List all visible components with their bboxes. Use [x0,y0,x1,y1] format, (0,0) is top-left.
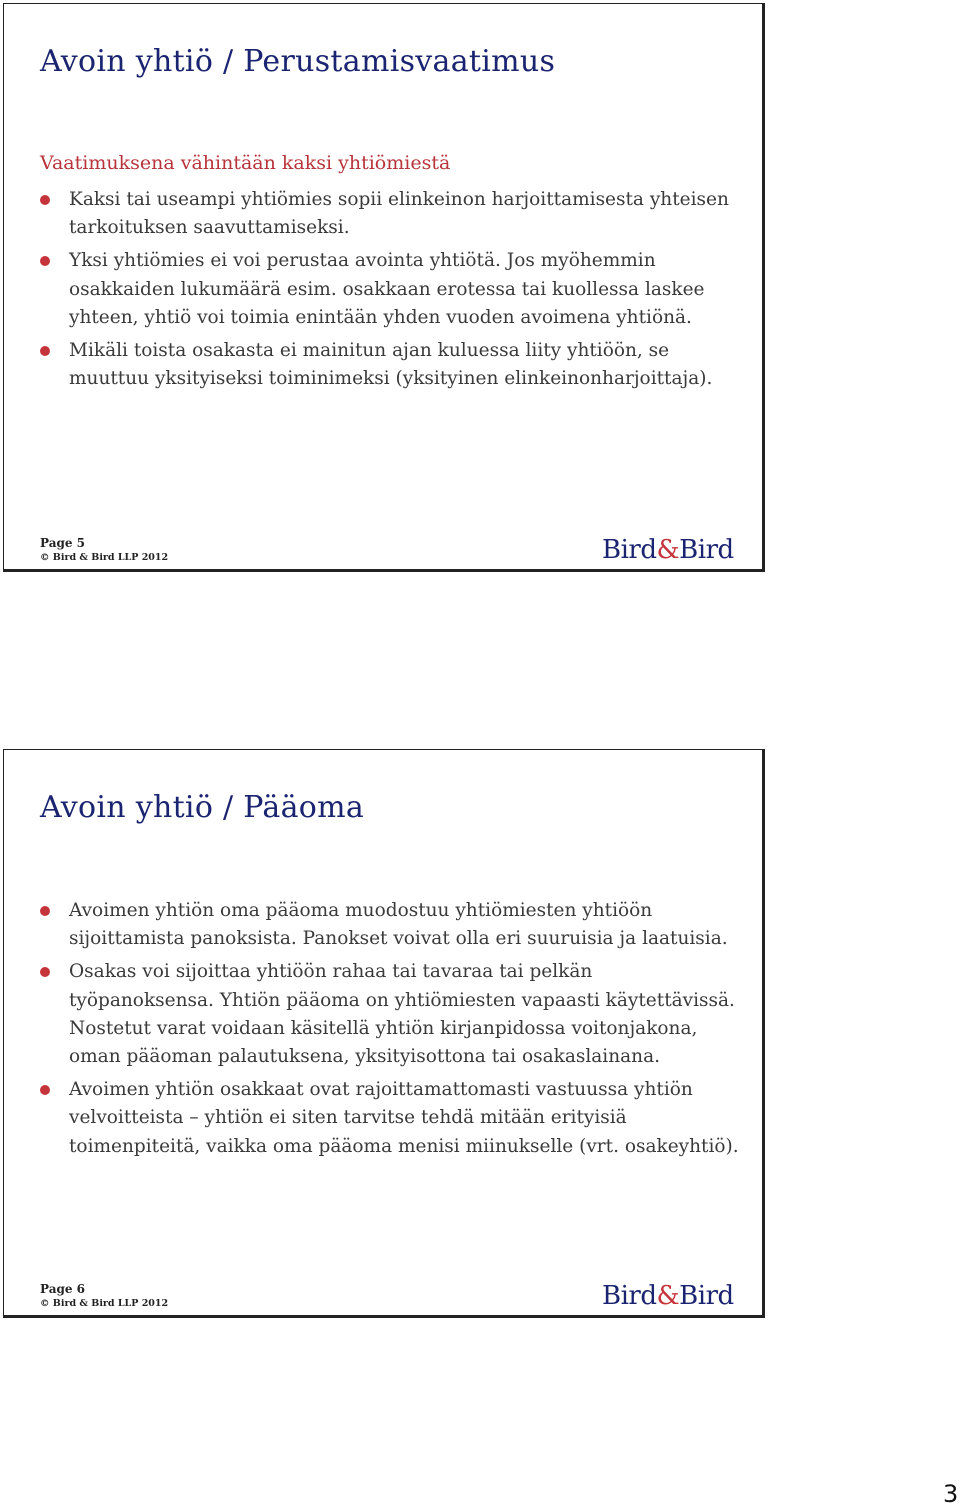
bullet-item [40,337,740,393]
slide-title: Avoin yhtiö / Perustamisvaatimus [40,44,556,79]
slide-page-label: Page 5 [40,536,86,550]
bullet-dot-icon [40,195,50,205]
bullet-dot-icon [40,256,50,266]
logo-ampersand: & [656,1281,680,1311]
bird-and-bird-logo [602,1281,734,1311]
bullet-text: Avoimen yhtiön oma pääoma muodostuu yhtiömiesten yhtiöön sijoittamista panoksista. Panokset voivat olla eri suuruisia ja laatuisia. [69,900,728,950]
bullet-dot-icon [40,346,50,356]
logo-part-2: Bird [679,535,734,565]
logo-part-2: Bird [679,1281,734,1311]
bullet-text: Kaksi tai useampi yhtiömies sopii elinkeinon harjoittamisesta yhteisen tarkoituksen saavuttamiseksi. [69,189,729,239]
copyright-notice: © Bird & Bird LLP 2012 [40,1298,169,1309]
logo-ampersand: & [656,535,680,565]
bullet-item [40,1076,740,1161]
bullet-item [40,247,740,332]
bullet-dot-icon [40,967,50,977]
slide-title: Avoin yhtiö / Pääoma [40,790,365,825]
bullet-item [40,897,740,953]
bullet-dot-icon [40,1085,50,1095]
bullet-item [40,958,740,1071]
slide-subheading: Vaatimuksena vähintään kaksi yhtiömiestä [40,152,451,174]
bullet-item [40,186,740,242]
slide-page-label: Page 6 [40,1282,86,1296]
slide-paaoma [3,749,765,1318]
bullet-text: Osakas voi sijoittaa yhtiöön rahaa tai tavaraa tai pelkän työpanoksensa. Yhtiön pääoma on yhtiömiesten vapaasti käytettävissä. Nostetut varat voidaan käsitellä yhtiön kirjanpidossa voitonjakona, oman pääoman palautuksena, yksityisottona tai osakaslainana. [69,961,735,1068]
slide-perustamisvaatimus [3,3,765,572]
bullet-list [40,897,740,1166]
logo-part-1: Bird [602,1281,657,1311]
bullet-text: Yksi yhtiömies ei voi perustaa avointa yhtiötä. Jos myöhemmin osakkaiden lukumäärä esim. osakkaan erotessa tai kuollessa laskee yhteen, yhtiö voi toimia enintään yhden vuoden avoimena yhtiönä. [69,250,705,328]
bullet-text: Mikäli toista osakasta ei mainitun ajan kuluessa liity yhtiöön, se muuttuu yksityiseksi toiminimeksi (yksityinen elinkeinonharjoittaja). [69,340,713,390]
document-page-number: 3 [943,1480,959,1508]
bird-and-bird-logo [602,535,734,565]
bullet-list [40,186,740,398]
logo-part-1: Bird [602,535,657,565]
bullet-dot-icon [40,906,50,916]
bullet-text: Avoimen yhtiön osakkaat ovat rajoittamattomasti vastuussa yhtiön velvoitteista – yhtiön ei siten tarvitse tehdä mitään erityisiä toimenpiteitä, vaikka oma pääoma menisi miinukselle (vrt. osakeyhtiö). [69,1079,739,1157]
copyright-notice: © Bird & Bird LLP 2012 [40,552,169,563]
